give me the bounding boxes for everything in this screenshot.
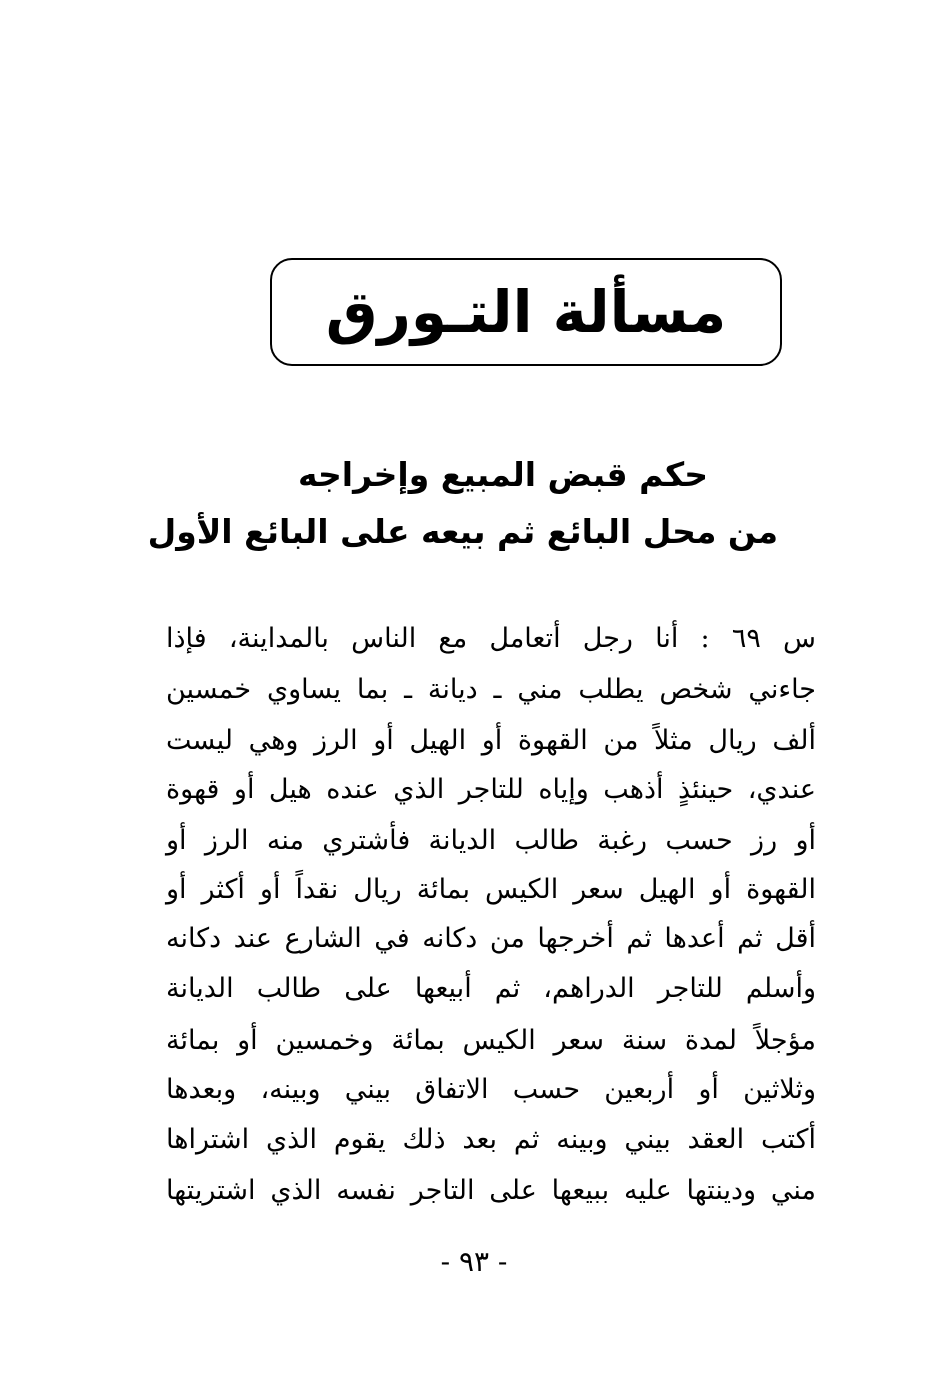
body-line: أقل ثم أعدها ثم أخرجها من دكانه في الشارع عند دكانه xyxy=(166,923,816,954)
body-line: عندي، حينئذٍ أذهب وإياه للتاجر الذي عنده هيل أو قهوة xyxy=(166,774,816,805)
body-line: القهوة أو الهيل سعر الكيس بمائة ريال نقداً أو أكثر أو xyxy=(166,874,816,905)
body-line: أكتب العقد بيني وبينه ثم بعد ذلك يقوم الذي اشتراها xyxy=(166,1124,816,1155)
body-line: س ٦٩ : أنا رجل أتعامل مع الناس بالمداينة، فإذا xyxy=(166,623,817,654)
body-line: وأسلم للتاجر الدراهم، ثم أبيعها على طالب الديانة xyxy=(166,973,816,1004)
body-line: جاءني شخص يطلب مني ـ ديانة ـ بما يساوي خمسين xyxy=(166,674,816,705)
subtitle-line-2: من محل البائع ثم بيعه على البائع الأول xyxy=(147,512,778,551)
body-line: أو رز حسب رغبة طالب الديانة فأشتري منه الرز أو xyxy=(166,825,816,856)
body-line: وثلاثين أو أربعين حسب الاتفاق بيني وبينه، وبعدها xyxy=(166,1074,816,1105)
title-frame xyxy=(270,258,782,366)
subtitle-line-1: حكم قبض المبيع وإخراجه xyxy=(298,455,708,494)
chapter-title: مسألة التـورق xyxy=(325,278,727,346)
body-line: ألف ريال مثلاً من القهوة أو الهيل أو الرز وهي ليست xyxy=(166,725,816,756)
body-line: مني ودينتها عليه ببيعها على التاجر نفسه الذي اشتريتها xyxy=(166,1175,816,1206)
page-number: - ٩٣ - xyxy=(440,1245,508,1278)
body-line: مؤجلاً لمدة سنة سعر الكيس بمائة وخمسين أو بمائة xyxy=(166,1025,816,1056)
